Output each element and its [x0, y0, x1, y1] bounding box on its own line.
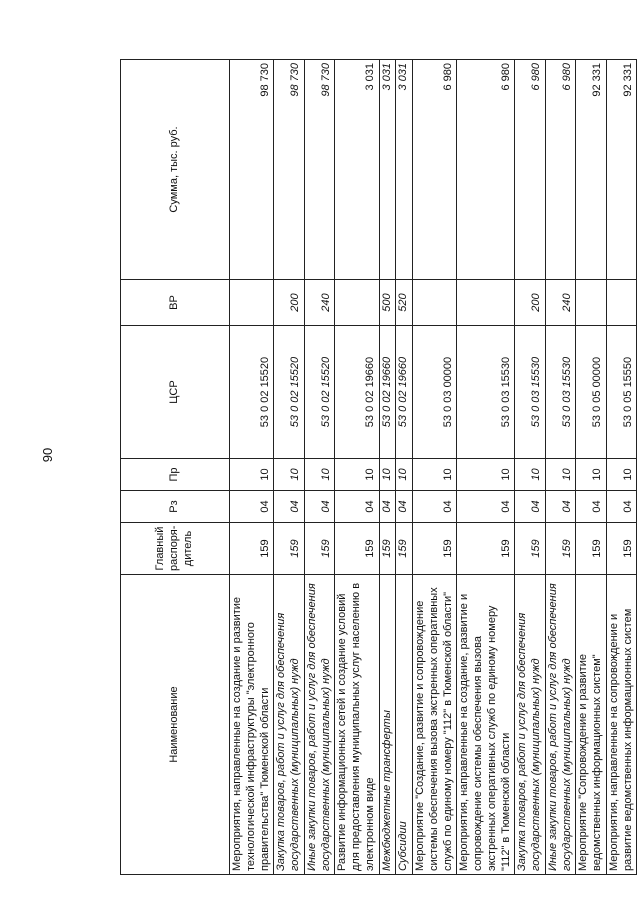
cell-rz: 04: [304, 491, 335, 523]
cell-sum: 6 980: [413, 60, 457, 280]
header-csr: ЦСР: [121, 326, 230, 459]
cell-csr: 53 0 03 15530: [545, 326, 576, 459]
cell-pr: 10: [576, 459, 607, 491]
cell-name: Мероприятия, направленные на создание, развитие и сопровождение системы обеспечения вызова экстренных оперативных служб по единому номеру "112" в Тюменской области: [457, 575, 515, 875]
cell-rz: 04: [576, 491, 607, 523]
cell-vr: [230, 280, 274, 326]
cell-sum: 3 031: [335, 60, 379, 280]
cell-sum: 3 031: [396, 60, 413, 280]
cell-vr: 520: [396, 280, 413, 326]
cell-csr: 53 0 05 15550: [606, 326, 637, 459]
cell-pr: 10: [606, 459, 637, 491]
cell-admin: 159: [304, 523, 335, 575]
cell-vr: 500: [379, 280, 396, 326]
cell-rz: 04: [515, 491, 546, 523]
cell-pr: 10: [230, 459, 274, 491]
cell-rz: 04: [396, 491, 413, 523]
cell-name: Мероприятие "Создание, развитие и сопровождение системы обеспечения вызова экстренных оперативных служб по единому номеру "112" в Тюменской области": [413, 575, 457, 875]
cell-vr: [457, 280, 515, 326]
cell-rz: 04: [545, 491, 576, 523]
cell-admin: 159: [545, 523, 576, 575]
cell-rz: 04: [274, 491, 305, 523]
cell-csr: 53 0 03 15530: [515, 326, 546, 459]
cell-vr: 240: [304, 280, 335, 326]
cell-csr: 53 0 02 19660: [335, 326, 379, 459]
table-row: [515, 60, 546, 875]
cell-vr: [606, 280, 637, 326]
cell-pr: 10: [457, 459, 515, 491]
cell-vr: [576, 280, 607, 326]
cell-vr: [335, 280, 379, 326]
table-row: [304, 60, 335, 875]
cell-admin: 159: [230, 523, 274, 575]
cell-name: Иные закупки товаров, работ и услуг для обеспечения государственных (муниципальных) нужд: [304, 575, 335, 875]
cell-admin: 159: [413, 523, 457, 575]
header-pr: Пр: [121, 459, 230, 491]
cell-rz: 04: [457, 491, 515, 523]
cell-admin: 159: [396, 523, 413, 575]
table-wrapper: [120, 60, 634, 875]
cell-sum: 6 980: [515, 60, 546, 280]
cell-name: Мероприятие "Сопровождение и развитие ведомственных информационных систем": [576, 575, 607, 875]
cell-sum: 92 331: [576, 60, 607, 280]
cell-pr: 10: [545, 459, 576, 491]
cell-csr: 53 0 02 19660: [396, 326, 413, 459]
cell-name: Иные закупки товаров, работ и услуг для обеспечения государственных (муниципальных) нужд: [545, 575, 576, 875]
header-vr: ВР: [121, 280, 230, 326]
cell-pr: 10: [379, 459, 396, 491]
cell-rz: 04: [335, 491, 379, 523]
table-row: [545, 60, 576, 875]
cell-admin: 159: [335, 523, 379, 575]
cell-name: Закупка товаров, работ и услуг для обеспечения государственных (муниципальных) нужд: [515, 575, 546, 875]
cell-sum: 6 980: [545, 60, 576, 280]
cell-pr: 10: [515, 459, 546, 491]
cell-name: Межбюджетные трансферты: [379, 575, 396, 875]
cell-csr: 53 0 02 15520: [304, 326, 335, 459]
cell-pr: 10: [304, 459, 335, 491]
cell-admin: 159: [379, 523, 396, 575]
cell-sum: 6 980: [457, 60, 515, 280]
table-row: [396, 60, 413, 875]
budget-table: [120, 59, 637, 875]
table-row: [274, 60, 305, 875]
table-row: [576, 60, 607, 875]
cell-vr: 200: [274, 280, 305, 326]
header-admin: Главный распоря-дитель: [121, 523, 230, 575]
cell-rz: 04: [413, 491, 457, 523]
table-row: [335, 60, 379, 875]
cell-pr: 10: [413, 459, 457, 491]
table-row: [606, 60, 637, 875]
cell-sum: 98 730: [274, 60, 305, 280]
table-row: [413, 60, 457, 875]
cell-sum: 3 031: [379, 60, 396, 280]
table-row: [379, 60, 396, 875]
cell-rz: 04: [379, 491, 396, 523]
cell-vr: 200: [515, 280, 546, 326]
cell-admin: 159: [515, 523, 546, 575]
cell-sum: 92 331: [606, 60, 637, 280]
cell-name: Закупка товаров, работ и услуг для обеспечения государственных (муниципальных) нужд: [274, 575, 305, 875]
cell-name: Развитие информационных сетей и создание условий для предоставления муниципальных услуг населению в электронном виде: [335, 575, 379, 875]
cell-csr: 53 0 03 15530: [457, 326, 515, 459]
rotated-table-area: [120, 60, 634, 875]
cell-name: Мероприятия, направленные на создание и развитие технологической инфраструктуры "электронного правительства" Тюменской области: [230, 575, 274, 875]
cell-csr: 53 0 03 00000: [413, 326, 457, 459]
cell-admin: 159: [457, 523, 515, 575]
cell-pr: 10: [396, 459, 413, 491]
header-sum: Сумма, тыс. руб.: [121, 60, 230, 280]
cell-name: Субсидии: [396, 575, 413, 875]
cell-csr: 53 0 02 15520: [274, 326, 305, 459]
table-body: [230, 60, 637, 875]
cell-csr: 53 0 02 15520: [230, 326, 274, 459]
header-name: Наименование: [121, 575, 230, 875]
header-rz: Рз: [121, 491, 230, 523]
cell-admin: 159: [274, 523, 305, 575]
page-number: 90: [40, 447, 55, 463]
table-row: [230, 60, 274, 875]
cell-name: Мероприятия, направленные на сопровождение и развитие ведомственных информационных систем: [606, 575, 637, 875]
table-row: [457, 60, 515, 875]
cell-rz: 04: [606, 491, 637, 523]
cell-sum: 98 730: [304, 60, 335, 280]
cell-csr: 53 0 02 19660: [379, 326, 396, 459]
cell-csr: 53 0 05 00000: [576, 326, 607, 459]
cell-sum: 98 730: [230, 60, 274, 280]
header-row: [121, 60, 230, 875]
cell-vr: 240: [545, 280, 576, 326]
cell-vr: [413, 280, 457, 326]
cell-admin: 159: [606, 523, 637, 575]
cell-rz: 04: [230, 491, 274, 523]
cell-admin: 159: [576, 523, 607, 575]
cell-pr: 10: [335, 459, 379, 491]
cell-pr: 10: [274, 459, 305, 491]
